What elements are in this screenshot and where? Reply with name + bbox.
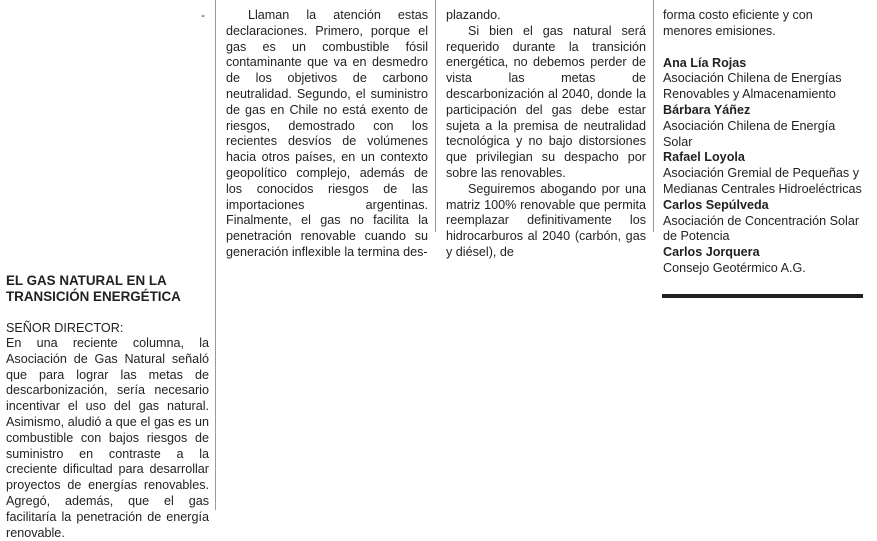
- signer-organization: Asociación Gremial de Pequeñas y Medianas Centrales Hidroeléctricas: [663, 166, 862, 196]
- paragraph: forma costo eficiente y con menores emisiones.: [663, 8, 813, 38]
- paragraph: plazando.: [446, 8, 501, 22]
- signer-name: Carlos Jorquera: [663, 245, 760, 260]
- signer-name: Rafael Loyola: [663, 150, 745, 165]
- column-4: [663, 8, 865, 277]
- column-divider-2: [435, 0, 436, 232]
- signer-organization: Consejo Geotérmico A.G.: [663, 260, 806, 275]
- signatures: [663, 56, 865, 277]
- paragraph: Seguiremos abogando por una matriz 100% renovable que permita reemplazar definitivamente los hidrocarburos al 2040 (carbón, gas y diésel), de: [446, 181, 646, 259]
- signer-name: Bárbara Yáñez: [663, 102, 751, 117]
- signature-item: [663, 103, 865, 150]
- column-divider-3: [653, 0, 654, 232]
- column-2: [226, 8, 428, 261]
- column-divider-1: [215, 0, 216, 510]
- column-3: [446, 8, 646, 261]
- paragraph: Llaman la atención estas declaraciones. Primero, porque el gas es un combustible fósil contaminante que va en desmedro de los objetivos de carbono neutralidad. Segundo, el suministro de gas en Chile no está exento de riesgos, demostrado con los recientes desvíos de volúmenes hacia otros países, en un contexto geopolítico complejo, además de los conocidos riesgos de las importaciones argentinas. Finalmente, el gas no facilita la penetración renovable cuando su generación inflexible la termina des-: [226, 8, 428, 259]
- end-rule: [662, 294, 863, 298]
- column-dash: -: [201, 8, 205, 22]
- signer-organization: Asociación Chilena de Energía Solar: [663, 118, 836, 149]
- signer-organization: Asociación Chilena de Energías Renovables y Almacenamiento: [663, 71, 842, 102]
- signature-item: [663, 245, 865, 277]
- paragraph: Si bien el gas natural será requerido durante la transición energética, no debemos perder de vista las metas de descarbonización al 2040, donde la participación del gas debe estar sujeta a la premisa de neutralidad tecnológica y no bajo distorsiones que privilegian su despacho por sobre las renovables.: [446, 23, 646, 180]
- signature-item: [663, 56, 865, 103]
- signature-item: [663, 198, 865, 245]
- signer-name: Ana Lía Rojas: [663, 55, 747, 70]
- signature-item: [663, 150, 865, 197]
- salutation: SEÑOR DIRECTOR:: [6, 321, 124, 335]
- paragraph: En una reciente columna, la Asociación de Gas Natural señaló que para lograr las metas de descarbonización, sería necesario incentivar el uso del gas natural. Asimismo, aludió a que el gas es un combustible con bajos riesgos de suministro en contraste a la creciente dificultad para desarrollar proyectos de energías renovables. Agregó, además, que el gas facilitaría la penetración de energía renovable.: [6, 336, 209, 540]
- signer-organization: Asociación de Concentración Solar de Potencia: [663, 213, 860, 244]
- column-1: [6, 336, 209, 541]
- signer-name: Carlos Sepúlveda: [663, 197, 769, 212]
- letter-headline: EL GAS NATURAL EN LA TRANSICIÓN ENERGÉTICA: [6, 273, 181, 304]
